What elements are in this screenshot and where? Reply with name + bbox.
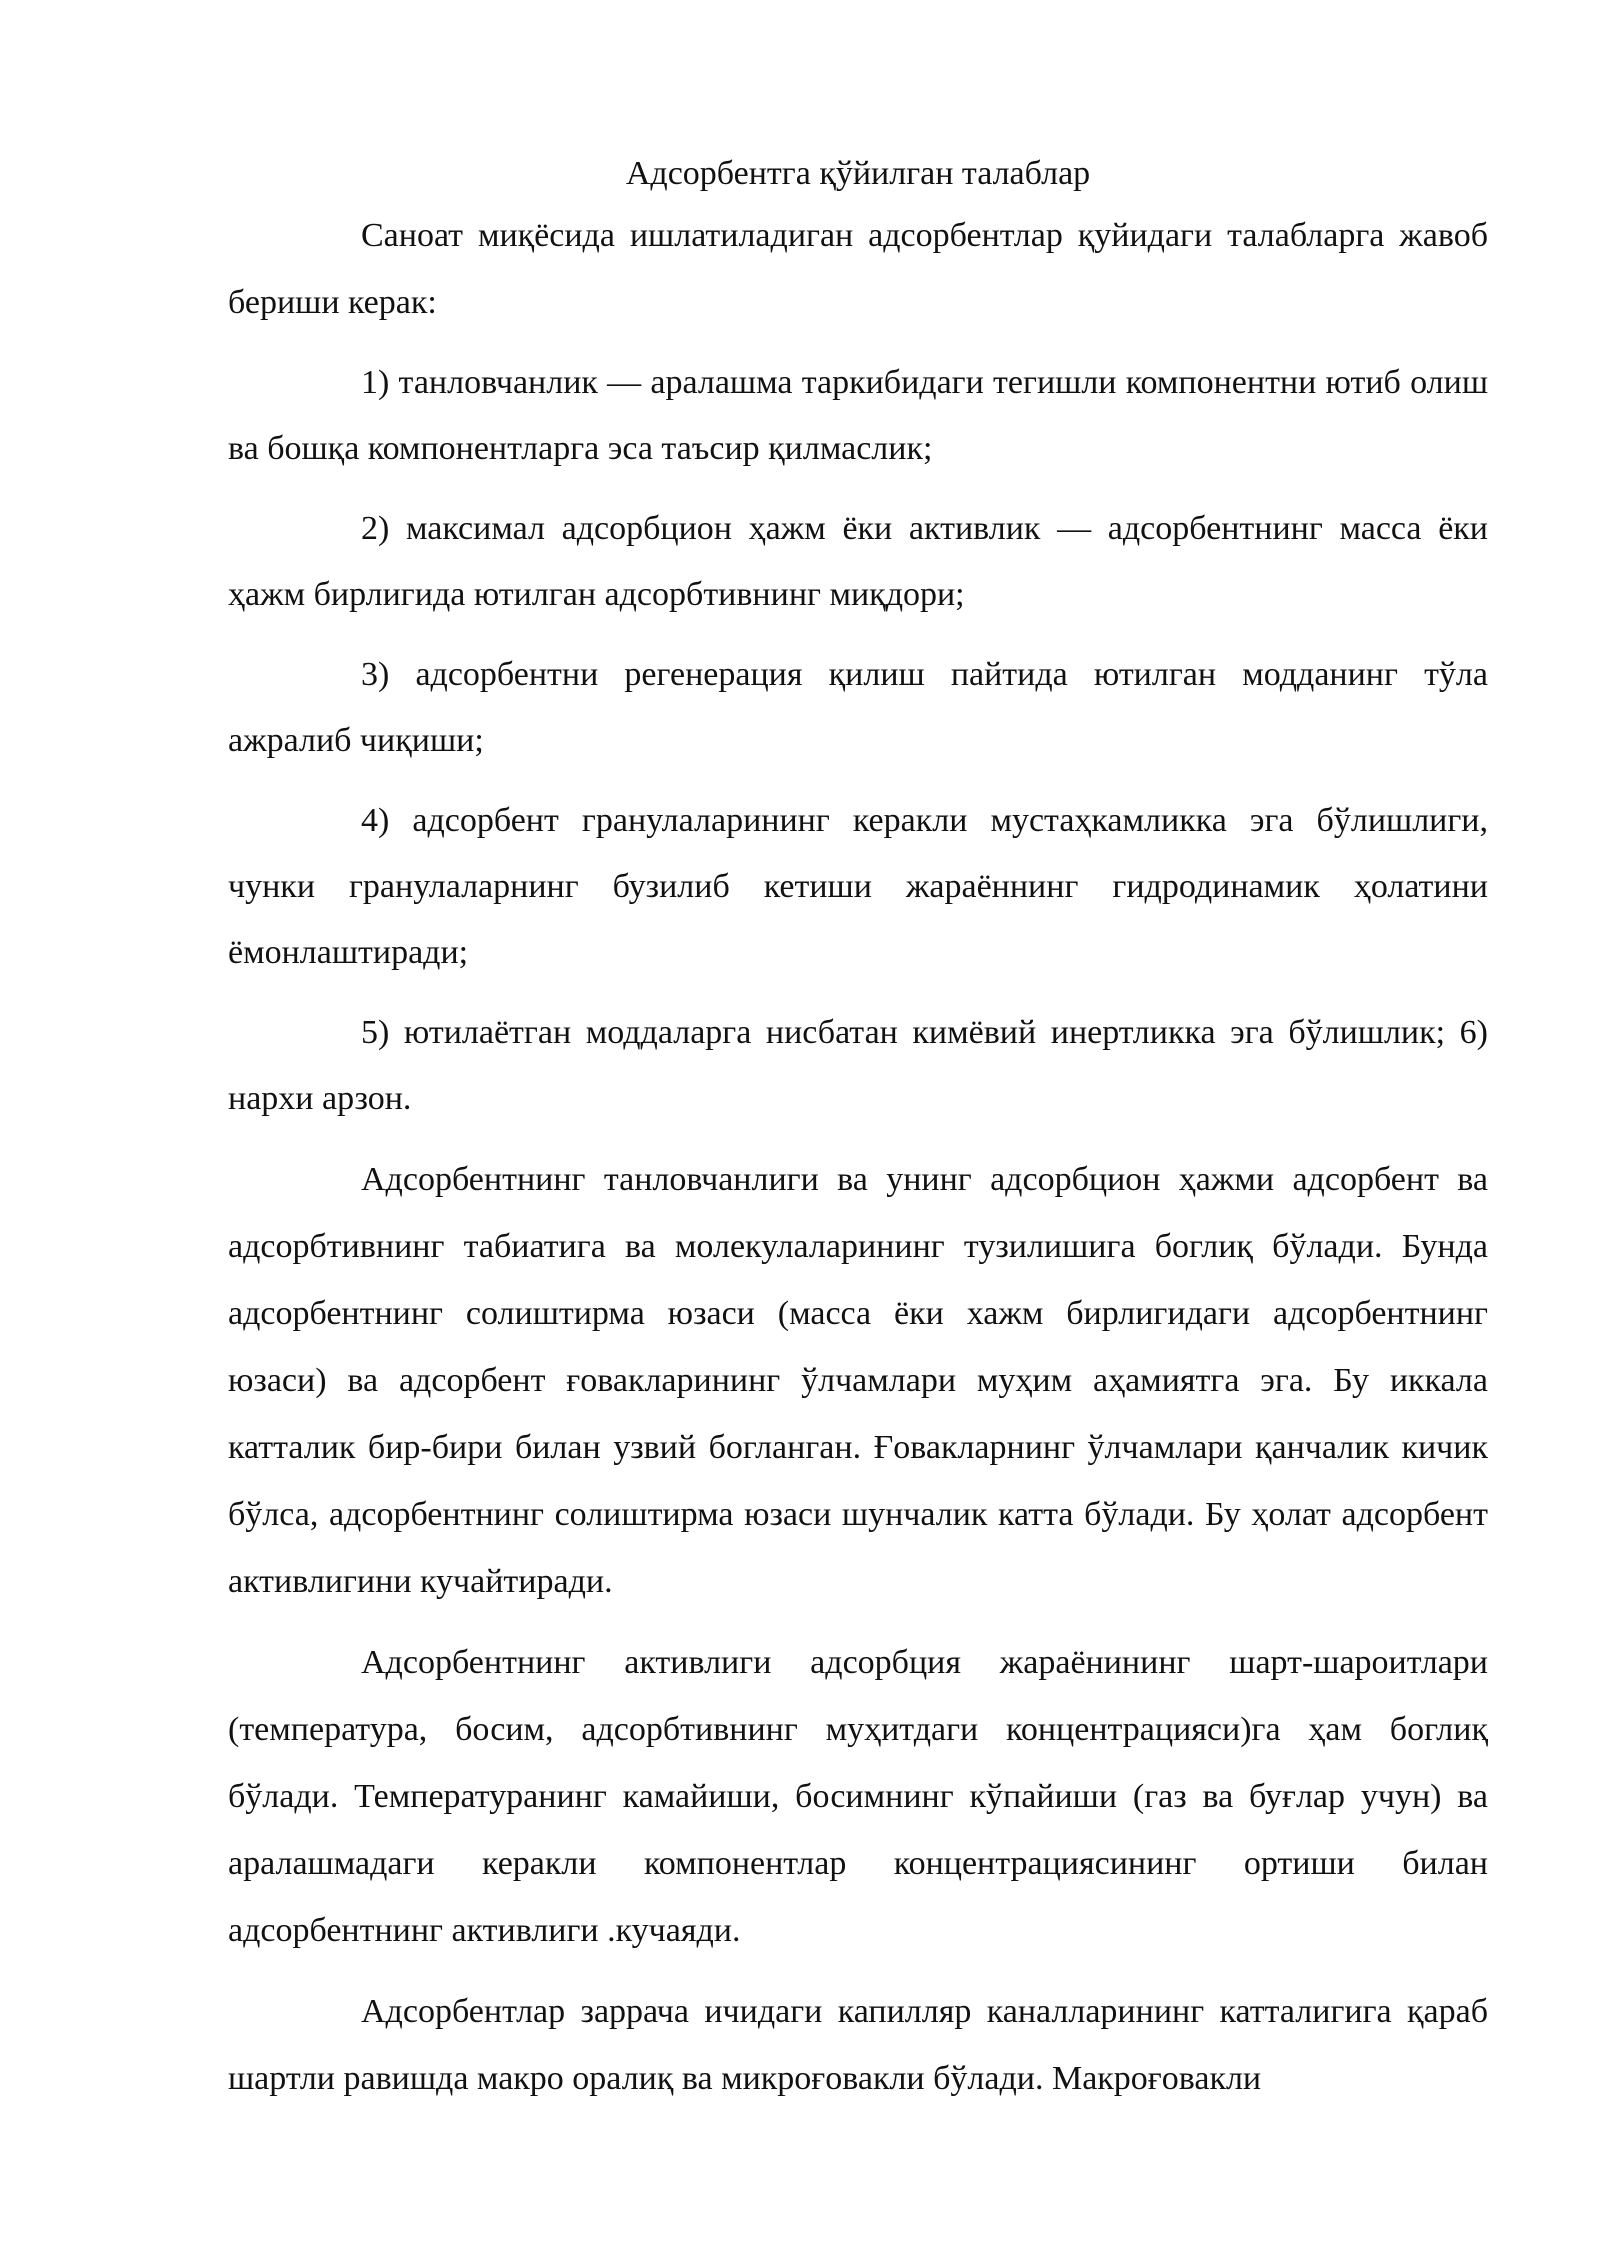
list-item-5: 5) ютилаётган моддаларга нисбатан кимёвий инертликка эга бўлишлик; 6) нархи арзон. (228, 1014, 1488, 1117)
paragraph-intro: Саноат миқёсида ишлатиладиган адсорбентлар қуйидаги талабларга жавоб бериши керак: (228, 217, 1488, 321)
paragraph-selectivity: Адсорбентнинг танловчанлиги ва унинг адсорбцион ҳажми адсорбент ва адсорбтивнинг табиатига ва молекулаларининг тузилишига боглиқ бўлади. Бунда адсорбентнинг солиштирма юзаси (масса ёки хажм бирлигидаги адсорбентнинг юзаси) ва адсорбент ғовакларининг ўлчамлари муҳим аҳамиятга эга. Бу иккала катталик бир-бири билан узвий богланган. Ғовакларнинг ўлчамлари қанчалик кичик бўлса, адсорбентнинг солиштирма юзаси шунчалик катта бўлади. Бу ҳолат адсорбент активлигини кучайтиради. (228, 1161, 1488, 1600)
list-item-4: 4) адсорбент гранулаларининг керакли мустаҳкамликка эга бўлишлиги, чунки гранулаларнинг бузилиб кетиши жараённинг гидродинамик ҳолатини ёмонлаштиради; (228, 802, 1488, 971)
list-item-2: 2) максимал адсорбцион ҳажм ёки активлик — адсорбентнинг масса ёки ҳажм бирлигида ютилган адсорбтивнинг миқдори; (228, 510, 1488, 613)
document-title: Адсорбентга қўйилган талаблар (625, 155, 1091, 192)
list-item-1: 1) танловчанлик — аралашма таркибидаги тегишли компонентни ютиб олиш ва бошқа компонентларга эса таъсир қилмаслик; (228, 364, 1488, 467)
paragraph-activity: Адсорбентнинг активлиги адсорбция жараёнининг шарт-шароитлари (температура, босим, адсорбтивнинг муҳитдаги концентрацияси)га ҳам боглиқ бўлади. Температуранинг камайиши, босимнинг кўпайиши (газ ва буғлар учун) ва аралашмадаги керакли компонентлар концентрациясининг ортиши билан адсорбентнинг активлиги .кучаяди. (228, 1644, 1488, 1949)
paragraph-pores: Адсорбентлар заррача ичидаги капилляр каналларининг катталигига қараб шартли равишда макро оралиқ ва микроғовакли бўлади. Макроғовакли (228, 1993, 1488, 2097)
list-item-3: 3) адсорбентни регенерация қилиш пайтида ютилган модданинг тўла ажралиб чиқиши; (228, 656, 1488, 759)
